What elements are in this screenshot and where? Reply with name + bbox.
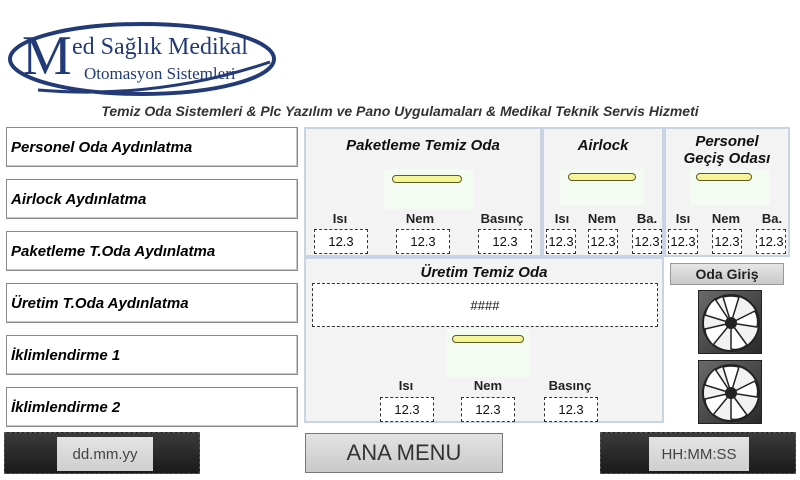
uretim-panel [304,257,664,423]
personel-isi-value: 12.3 [668,229,698,254]
personel-basinc-label: Ba. [761,211,783,226]
paketleme-lighting-button[interactable]: Paketleme T.Oda Aydınlatma [6,231,298,271]
uretim-isi-value: 12.3 [380,397,434,422]
paketleme-title: Paketleme Temiz Oda [346,137,500,154]
personel-isi-label: Isı [675,211,691,226]
personel-nem-label: Nem [711,211,741,226]
personel-title-block [666,133,788,167]
personel-lamp-box [690,169,770,205]
airlock-title: Airlock [577,137,629,154]
oda-giris-label: Oda Giriş [670,263,784,285]
paketleme-isi-value: 12.3 [314,229,368,254]
uretim-lighting-button[interactable]: Üretim T.Oda Aydınlatma [6,283,298,323]
airlock-isi-value: 12.3 [546,229,576,254]
climate-1-button[interactable]: İklimlendirme 1 [6,335,298,375]
airlock-panel [542,127,664,257]
fan-1-icon[interactable] [698,290,762,354]
fan-blades-icon [699,291,763,355]
paketleme-panel [304,127,542,257]
paketleme-isi-label: Isı [332,211,348,226]
airlock-isi-label: Isı [554,211,570,226]
paketleme-lamp-icon [392,175,462,183]
fan-blades-icon [699,361,763,425]
main-menu-button[interactable]: ANA MENU [305,433,503,473]
paketleme-basinc-label: Basınç [480,211,524,226]
personel-basinc-value: 12.3 [756,229,786,254]
uretim-title: Üretim Temiz Oda [420,264,548,281]
uretim-basinc-label: Basınç [548,378,592,393]
uretim-nem-value: 12.3 [461,397,515,422]
airlock-basinc-value: 12.3 [632,229,662,254]
uretim-basinc-value: 12.3 [544,397,598,422]
uretim-display: #### [312,283,658,327]
time-display [600,432,796,474]
personel-oda-lighting-button[interactable]: Personel Oda Aydınlatma [6,127,298,167]
paketleme-nem-value: 12.3 [396,229,450,254]
airlock-nem-label: Nem [587,211,617,226]
uretim-isi-label: Isı [398,378,414,393]
date-display [4,432,200,474]
paketleme-nem-label: Nem [405,211,435,226]
date-value: dd.mm.yy [57,437,153,471]
airlock-nem-value: 12.3 [588,229,618,254]
logo-letter: M [22,25,72,87]
uretim-lamp-icon [452,335,524,343]
personel-title-line2: Geçiş Odası [683,150,771,167]
personel-lamp-icon [696,173,752,181]
logo-subtitle: Otomasyon Sistemleri [84,64,236,83]
climate-2-button[interactable]: İklimlendirme 2 [6,387,298,427]
paketleme-lamp-box [384,169,474,209]
uretim-lamp-box [446,329,530,377]
company-logo [8,22,276,96]
fan-2-icon[interactable] [698,360,762,424]
logo-company-name: ed Sağlık Medikal [72,34,248,60]
airlock-basinc-label: Ba. [636,211,658,226]
personel-panel [664,127,790,257]
airlock-lamp-box [560,169,644,205]
uretim-nem-label: Nem [473,378,503,393]
tagline: Temiz Oda Sistemleri & Plc Yazılım ve Pano Uygulamaları & Medikal Teknik Servis Hizmeti [101,103,699,119]
airlock-lighting-button[interactable]: Airlock Aydınlatma [6,179,298,219]
airlock-lamp-icon [568,173,636,181]
time-value: HH:MM:SS [649,437,749,471]
personel-title-line1: Personel [695,133,759,150]
personel-nem-value: 12.3 [712,229,742,254]
paketleme-basinc-value: 12.3 [478,229,532,254]
